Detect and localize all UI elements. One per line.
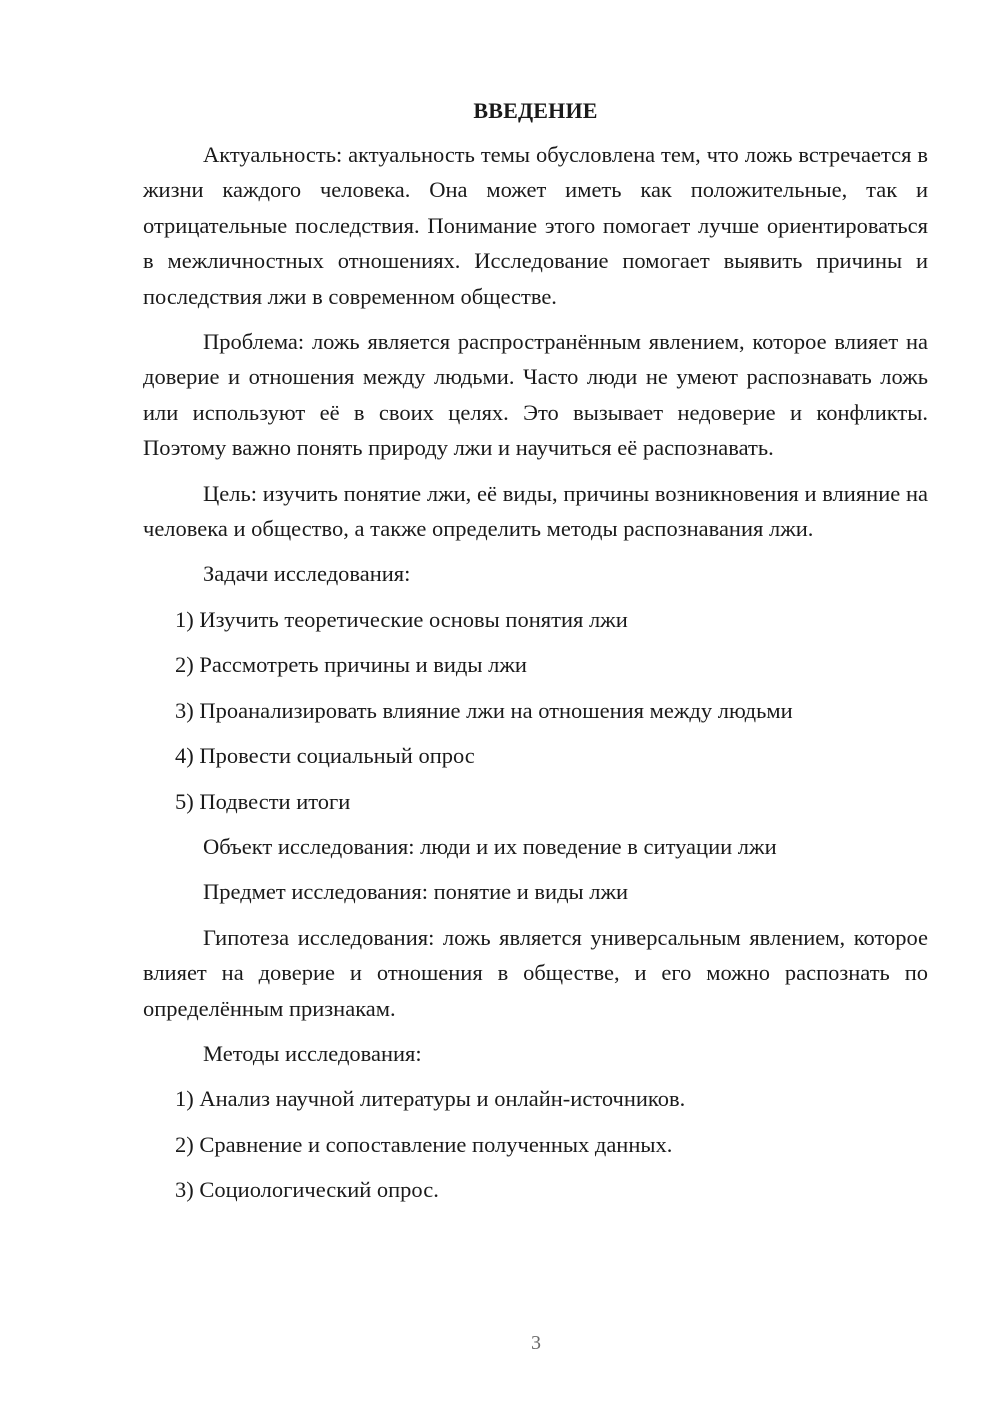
hypothesis-paragraph: Гипотеза исследования: ложь является универсальным явлением, которое влияет на доверие и отношения в обществе, и его можно распознать по определённым признакам. xyxy=(143,924,928,1021)
goal-paragraph: Цель: изучить понятие лжи, её виды, причины возникновения и влияние на человека и общество, а также определить методы распознавания лжи. xyxy=(143,480,928,542)
task-item: 1) Изучить теоретические основы понятия лжи xyxy=(175,606,628,632)
methods-label: Методы исследования: xyxy=(203,1040,422,1066)
task-item: 5) Подвести итоги xyxy=(175,788,351,814)
relevance-paragraph: Актуальность: актуальность темы обусловлена тем, что ложь встречается в жизни каждого человека. Она может иметь как положительные, так и отрицательные последствия. Понимание этого помогает лучше ориентироваться в межличностных отношениях. Исследование помогает выявить причины и последствия лжи в современном обществе. xyxy=(143,142,928,309)
section-heading: ВВЕДЕНИЕ xyxy=(473,98,598,123)
document-page xyxy=(143,94,928,1218)
method-item: 3) Социологический опрос. xyxy=(175,1177,439,1203)
task-item: 4) Провести социальный опрос xyxy=(175,743,475,769)
tasks-label: Задачи исследования: xyxy=(203,561,411,587)
task-item: 3) Проанализировать влияние лжи на отношения между людьми xyxy=(175,697,793,723)
method-item: 1) Анализ научной литературы и онлайн-источников. xyxy=(175,1086,686,1112)
subject-line: Предмет исследования: понятие и виды лжи xyxy=(203,879,629,905)
page-number: 3 xyxy=(531,1332,541,1354)
problem-paragraph: Проблема: ложь является распространённым явлением, которое влияет на доверие и отношения между людьми. Часто люди не умеют распознавать ложь или используют её в своих целях. Это вызывает недоверие и конфликты. Поэтому важно понять природу лжи и научиться её распознавать. xyxy=(143,329,928,461)
method-item: 2) Сравнение и сопоставление полученных данных. xyxy=(175,1131,673,1157)
task-item: 2) Рассмотреть причины и виды лжи xyxy=(175,652,527,678)
object-line: Объект исследования: люди и их поведение в ситуации лжи xyxy=(203,833,777,859)
